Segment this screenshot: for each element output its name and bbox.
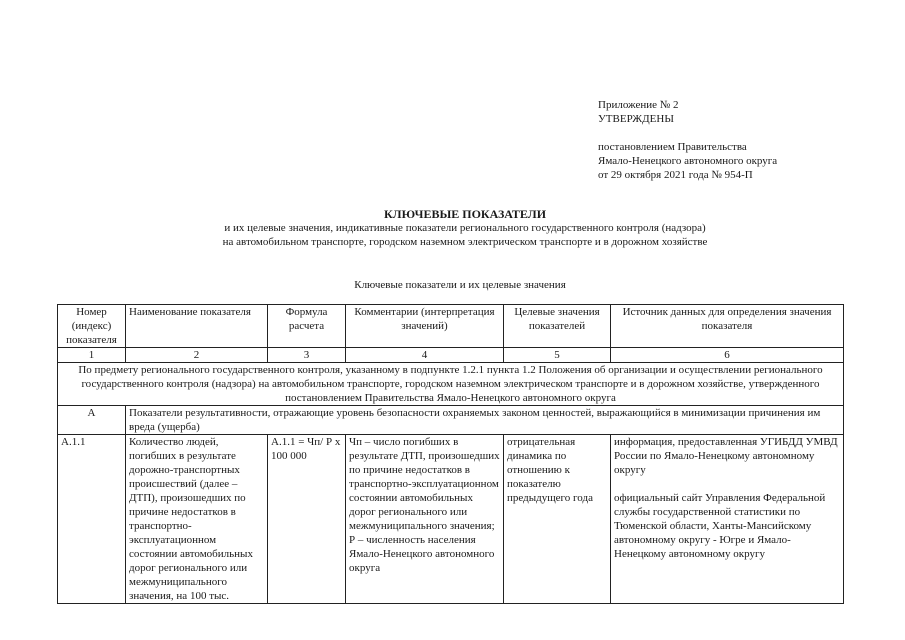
- approval-line-2: Ямало-Ненецкого автономного округа: [598, 155, 778, 167]
- comment-1: Чп – число погибших в результате ДТП, произошедших по причине недостатков в транспортно-эксплуатационном состоянии автомобильных дорог регионального или межмуниципального значения;: [349, 436, 500, 532]
- column-number-row: [58, 348, 844, 363]
- header-name: Наименование показателя: [126, 305, 268, 348]
- header-index: Номер (индекс) показателя: [58, 305, 126, 348]
- source-1: информация, предоставленная УГИБДД УМВД России по Ямало-Ненецкому автономному округу: [614, 436, 838, 476]
- column-number: 5: [504, 348, 611, 363]
- column-number: 4: [346, 348, 504, 363]
- document-heading: [160, 207, 770, 249]
- approved-label: УТВЕРЖДЕНЫ: [598, 113, 674, 125]
- indicators-table: [57, 304, 844, 604]
- appendix-block: [598, 98, 888, 182]
- header-formula: Формула расчета: [268, 305, 346, 348]
- comment-2: Р – численность населения Ямало-Ненецкого автономного округа: [349, 534, 495, 574]
- header-source: Источник данных для определения значения показателя: [611, 305, 844, 348]
- table-row: [58, 435, 844, 604]
- header-comments: Комментарии (интерпретация значений): [346, 305, 504, 348]
- approval-line-1: постановлением Правительства: [598, 141, 747, 153]
- group-row: [58, 406, 844, 435]
- column-number: 3: [268, 348, 346, 363]
- source-2: официальный сайт Управления Федеральной службы государственной статистики по Тюменской области, Ханты-Мансийскому автономному округу - Югре и Ямало-Ненецкому автономному округу: [614, 492, 826, 560]
- column-number: 1: [58, 348, 126, 363]
- appendix-number: Приложение № 2: [598, 99, 679, 111]
- column-number: 6: [611, 348, 844, 363]
- row-source: [611, 435, 844, 604]
- header-targets: Целевые значения показателей: [504, 305, 611, 348]
- row-index: А.1.1: [58, 435, 126, 604]
- section-text: По предмету регионального государственного контроля, указанному в подпункте 1.2.1 пункта 1.2 Положения об организации и осуществлении регионального государственного контроля (надзора) на автомобильном транспорте, городском наземном электрическом транспорте и в дорожном хозяйстве, утвержденного постановлением Правительства Ямало-Ненецкого автономного округа: [58, 363, 844, 406]
- document-title: КЛЮЧЕВЫЕ ПОКАЗАТЕЛИ: [383, 207, 547, 221]
- row-comments: [346, 435, 504, 604]
- document-subtitle-1: и их целевые значения, индикативные показатели регионального государственного контроля (надзора): [224, 222, 706, 234]
- header-row: [58, 305, 844, 348]
- row-name: Количество людей, погибших в результате дорожно-транспортных происшествий (далее – ДТП), произошедших по причине недостатков в транспортно-эксплуатационном состоянии автомобильных дорог регионального или межмуниципального значения, на 100 тыс.: [126, 435, 268, 604]
- document-subtitle-2: на автомобильном транспорте, городском наземном электрическом транспорте и в дорожном хозяйстве: [222, 236, 708, 248]
- column-number: 2: [126, 348, 268, 363]
- group-index: А: [58, 406, 126, 435]
- group-text: Показатели результативности, отражающие уровень безопасности охраняемых законом ценностей, выражающийся в минимизации причинения им вреда (ущерба): [126, 406, 844, 435]
- table-title: Ключевые показатели и их целевые значения: [354, 279, 566, 291]
- row-target: отрицательная динамика по отношению к показателю предыдущего года: [504, 435, 611, 604]
- approval-line-3: от 29 октября 2021 года № 954-П: [598, 169, 753, 181]
- section-row: [58, 363, 844, 406]
- row-formula: А.1.1 = Чп/ Р x 100 000: [268, 435, 346, 604]
